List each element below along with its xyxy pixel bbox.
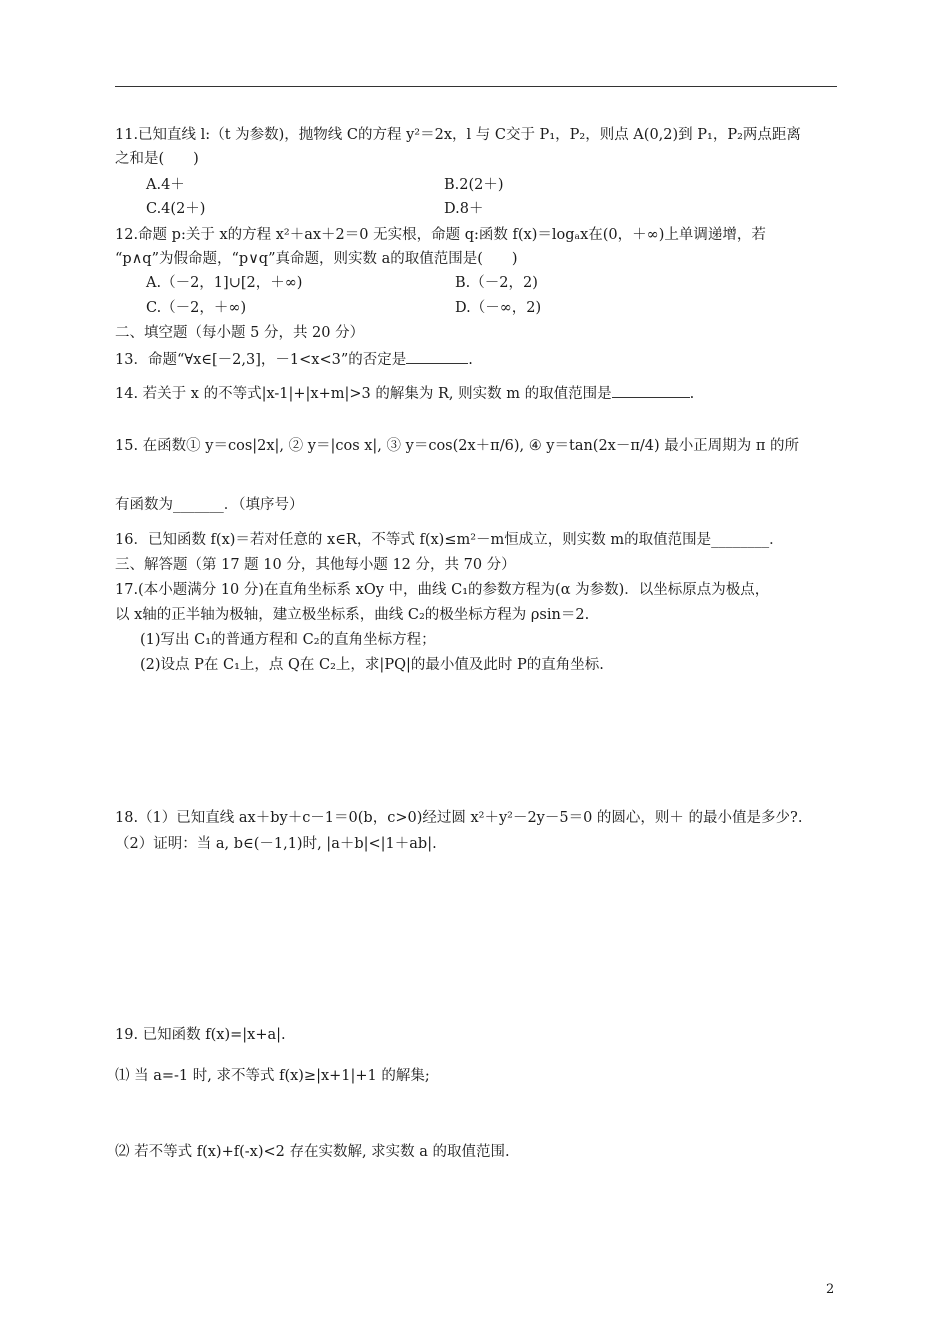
q13-answer-blank (406, 349, 468, 364)
q19-part1: ⑴ 当 a=-1 时, 求不等式 f(x)≥|x+1|+1 的解集; (115, 1068, 430, 1084)
section-fill-in-heading: 二、填空题（每小题 5 分，共 20 分） (115, 325, 365, 341)
q17-line2: 以 x轴的正半轴为极轴，建立极坐标系，曲线 C₂的极坐标方程为 ρsin＝2. (115, 607, 590, 623)
q12-line1: 12.命题 p:关于 x的方程 x²＋ax＋2＝0 无实根，命题 q:函数 f(x)＝logₐx在(0，＋∞)上单调递增，若 (115, 227, 766, 243)
header-rule (115, 86, 837, 87)
q13-text: 13．命题“∀x∈[－2,3]，－1<x<3”的否定是 (115, 352, 407, 368)
q19-line1: 19. 已知函数 f(x)=|x+a|. (115, 1027, 286, 1043)
q15-line2: 有函数为_______．（填序号） (115, 497, 304, 513)
q12-line2: “p∧q”为假命题，“p∨q”真命题，则实数 a的取值范围是( ) (115, 251, 518, 267)
q12-option-c: C.（－2，＋∞) (146, 300, 247, 316)
q14 (115, 383, 694, 404)
q17-part1: (1)写出 C₁的普通方程和 C₂的直角坐标方程； (140, 632, 436, 648)
q11-option-d: D.8＋ (444, 201, 484, 217)
q14-tail: . (689, 386, 695, 402)
q14-answer-blank (612, 383, 690, 398)
section-solution-heading: 三、解答题（第 17 题 10 分，其他每小题 12 分，共 70 分） (115, 557, 516, 573)
q11-line2: 之和是( ) (115, 151, 199, 167)
q11-line1: 11.已知直线 l:（t 为参数)，抛物线 C的方程 y²＝2x，l 与 C交于 P₁，P₂，则点 A(0,2)到 P₁，P₂两点距离 (115, 127, 801, 143)
q18-line2: （2）证明：当 a, b∈(－1,1)时, |a＋b|<|1＋ab|. (115, 836, 437, 852)
q11-option-b: B.2(2＋) (444, 177, 504, 193)
page-number: 2 (826, 1282, 835, 1297)
q11-option-c: C.4(2＋) (146, 201, 206, 217)
q12-option-a: A.（－2，1]∪[2，＋∞) (146, 275, 303, 291)
q13 (115, 349, 473, 370)
q14-text: 14. 若关于 x 的不等式|x-1|+|x+m|>3 的解集为 R, 则实数 m 的取值范围是 (115, 386, 612, 402)
q17-line1: 17.(本小题满分 10 分)在直角坐标系 xOy 中，曲线 C₁的参数方程为(α 为参数)．以坐标原点为极点， (115, 582, 770, 598)
q13-tail: . (468, 352, 473, 368)
q11-option-a: A.4＋ (146, 177, 185, 193)
q17-part2: (2)设点 P在 C₁上，点 Q在 C₂上，求|PQ|的最小值及此时 P的直角坐标. (140, 657, 604, 673)
q15-line1: 15. 在函数① y＝cos|2x|, ② y＝|cos x|, ③ y＝cos(2x＋π/6), ④ y＝tan(2x－π/4) 最小正周期为 π 的所 (115, 438, 800, 454)
q18-line1: 18.（1）已知直线 ax＋by＋c－1＝0(b，c>0)经过圆 x²＋y²－2y－5＝0 的圆心，则＋ 的最小值是多少?. (115, 810, 803, 826)
q12-option-d: D.（－∞，2) (455, 300, 542, 316)
q19-part2: ⑵ 若不等式 f(x)+f(-x)<2 存在实数解, 求实数 a 的取值范围. (115, 1144, 510, 1160)
q16: 16．已知函数 f(x)＝若对任意的 x∈R，不等式 f(x)≤m²－m恒成立，则实数 m的取值范围是________． (115, 532, 784, 548)
q12-option-b: B.（－2，2) (455, 275, 538, 291)
